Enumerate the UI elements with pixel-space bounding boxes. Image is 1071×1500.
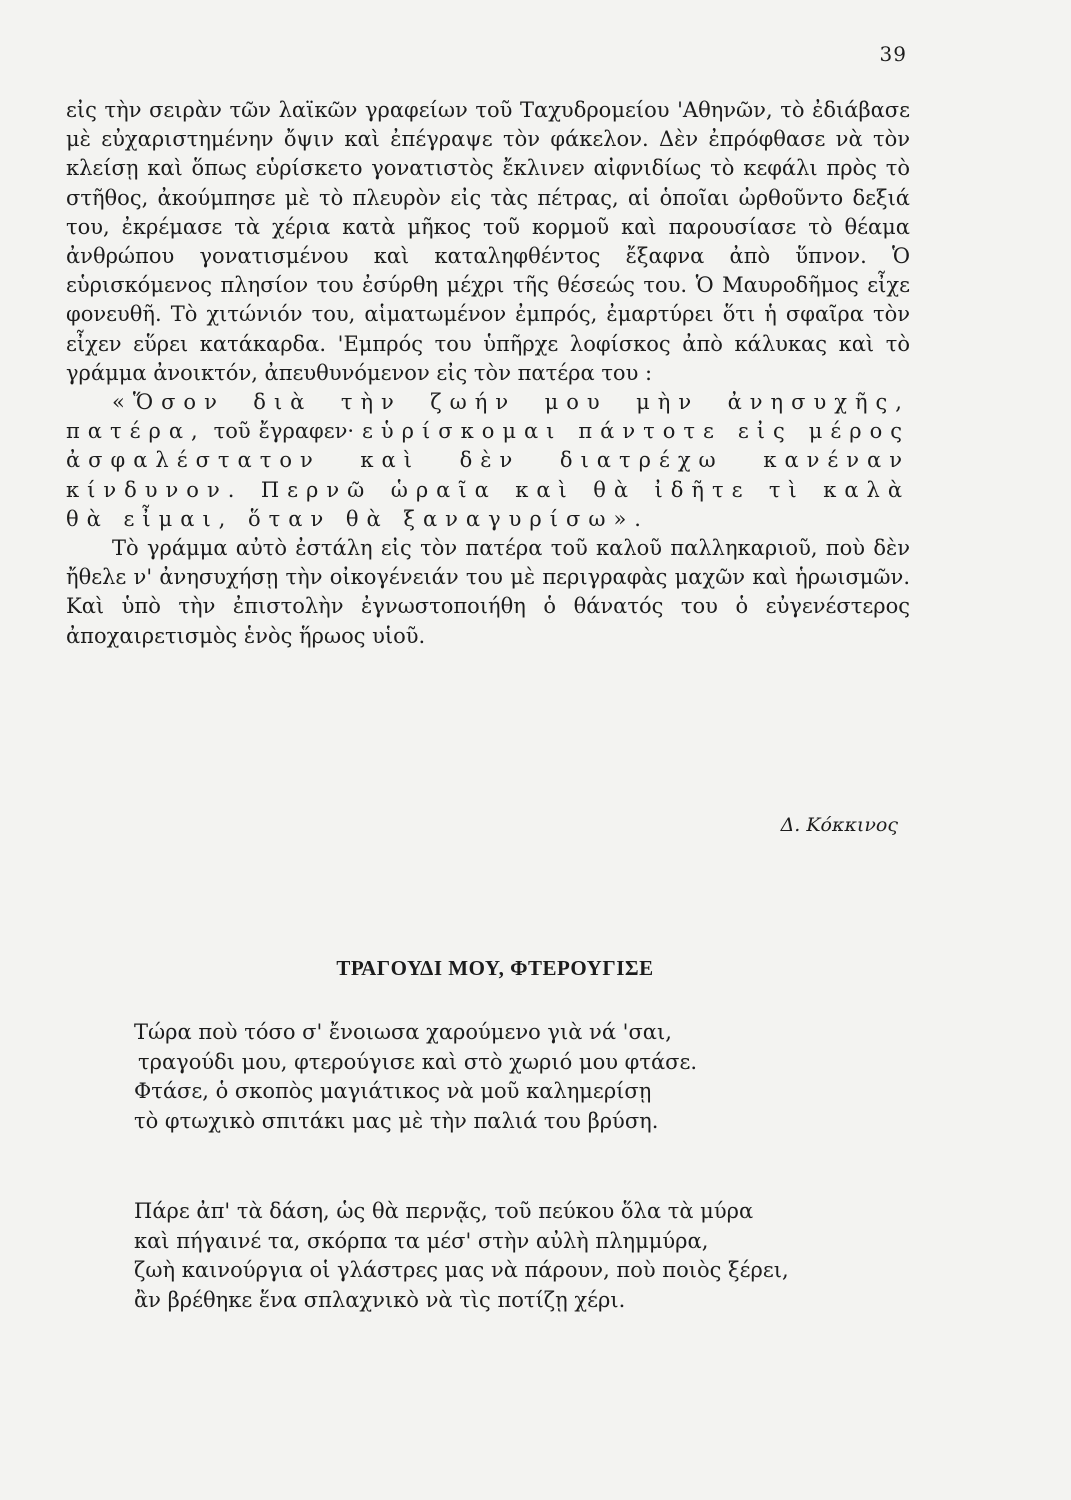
- verse-line: Πάρε ἀπ' τὰ δάση, ὡς θὰ περνᾷς, τοῦ πεύκου ὅλα τὰ μύρα: [134, 1199, 754, 1223]
- prose-paragraph-1: εἰς τὴν σειρὰν τῶν λαϊκῶν γραφείων τοῦ Ταχυδρομείου 'Αθηνῶν, τὸ ἐδιάβασε μὲ εὐχαριστημένην ὄψιν καὶ ἐπέγραψε τὸν φάκελον. Δὲν ἐπρόφθασε νὰ τὸν κλείσῃ καὶ ὅπως εὑρίσκετο γονατιστὸς ἔκλινεν αἰφνιδίως τὸ κεφάλι πρὸς τὸ στῆθος, ἀκούμπησε μὲ τὸ πλευρὸν εἰς τὰς πέτρας, αἱ ὁποῖαι ὠρθοῦντο δεξιά του, ἐκρέμασε τὰ χέρια κατὰ μῆκος τοῦ κορμοῦ καὶ παρουσίασε τὸ θέαμα ἀνθρώπου γονατισμένου καὶ καταληφθέντος ἔξαφνα ἀπὸ ὕπνον. Ὁ εὑρισκόμενος πλησίον του ἐσύρθη μέχρι τῆς θέσεώς του. Ὁ Μαυροδῆμος εἶχε φονευθῆ. Τὸ χιτώνιόν του, αἱματωμένον ἐμπρός, ἐμαρτύρει ὅτι ἡ σφαῖρα τὸν εἶχεν εὕρει κατάκαρδα. 'Εμπρός του ὑπῆρχε λοφίσκος ἀπὸ κάλυκας καὶ τὸ γράμμα ἀνοικτόν, ἀπευθυνόμενον εἰς τὸν πατέρα του :: [66, 98, 910, 385]
- verse-line: τραγούδι μου, φτερούγισε καὶ στὸ χωριό μου φτάσε.: [138, 1049, 698, 1074]
- letter-text-part-1: «Ὅσον διὰ τὴν ζωήν μου μὴν ἀνησυχῆς, πατέρα,: [66, 390, 910, 444]
- prose-section: [66, 96, 910, 651]
- quoted-letter: [66, 388, 910, 534]
- verse-line: τὸ φτωχικὸ σπιτάκι μας μὲ τὴν παλιά του βρύση.: [134, 1108, 659, 1133]
- verse-line: ζωὴ καινούργια οἱ γλάστρες μας νὰ πάρουν, ποὺ ποιὸς ξέρει,: [134, 1258, 789, 1282]
- poem-stanza-2: [134, 1197, 914, 1315]
- letter-text-part-2: εὑρίσκομαι πάντοτε εἰς μέρος ἀσφαλέστατον καὶ δὲν διατρέχω κανέναν κίνδυνον. Περνῶ ὡραῖα καὶ θὰ ἰδῆτε τὶ καλὰ θὰ εἶμαι, ὅταν θὰ ξαναγυρίσω».: [66, 419, 910, 531]
- verse-line: Τώρα ποὺ τόσο σ' ἔνοιωσα χαρούμενο γιὰ νά 'σαι,: [134, 1020, 672, 1044]
- verse-line: καὶ πήγαινέ τα, σκόρπα τα μέσ' στὴν αὐλὴ πλημμύρα,: [134, 1228, 709, 1253]
- letter-interjection: τοῦ ἔγραφεν·: [205, 419, 363, 444]
- poem-stanza-1: [134, 1018, 914, 1136]
- verse-line: Φτάσε, ὁ σκοπὸς μαγιάτικος νὰ μοῦ καλημερίσῃ: [134, 1079, 652, 1103]
- poem-title: ΤΡΑΓΟΥΔΙ ΜΟΥ, ΦΤΕΡΟΥΓΙΣΕ: [336, 956, 654, 980]
- prose-paragraph-3: Τὸ γράμμα αὐτὸ ἐστάλη εἰς τὸν πατέρα τοῦ καλοῦ παλληκαριοῦ, ποὺ δὲν ἤθελε ν' ἀνησυχήσῃ τὴν οἰκογένειάν του μὲ περιγραφὰς μαχῶν καὶ ἡρωισμῶν. Καὶ ὑπὸ τὴν ἐπιστολὴν ἐγνωστοποιήθη ὁ θάνατός του ὁ εὐγενέστερος ἀποχαιρετισμὸς ἑνὸς ἥρωος υἱοῦ.: [66, 536, 910, 648]
- verse-line: ἂν βρέθηκε ἕνα σπλαχνικὸ νὰ τὶς ποτίζῃ χέρι.: [134, 1287, 626, 1312]
- author-signature: Δ. Κόκκινος: [780, 814, 898, 836]
- page-number: 39: [879, 42, 907, 66]
